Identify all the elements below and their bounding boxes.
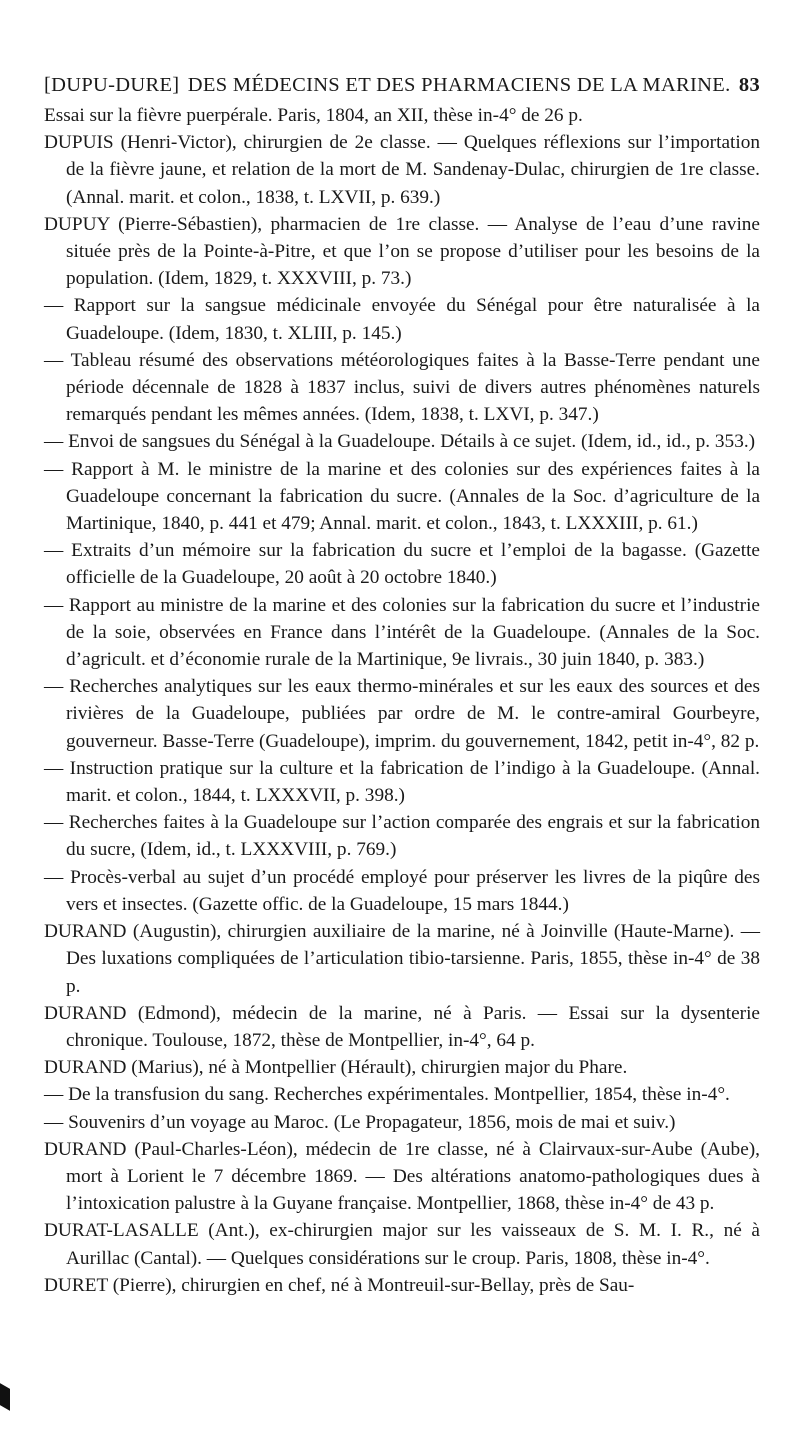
header-left: [DUPU-DURE]: [44, 74, 180, 96]
entry: — Souvenirs d’un voyage au Maroc. (Le Propagateur, 1856, mois de mai et suiv.): [44, 1111, 676, 1133]
entry: — Rapport au ministre de la marine et des colonies sur la fabrication du sucre et l’industrie de la soie, observées en France dans l’intérêt de la Guadeloupe. (Annales de la Soc. d’agricult. et d’économie rurale de la Martinique, 9e livrais., 30 juin 1840, p. 383.): [44, 594, 760, 671]
entry: DURET (Pierre), chirurgien en chef, né à Montreuil-sur-Bellay, près de Sau-: [44, 1274, 635, 1296]
entry: — Instruction pratique sur la culture et la fabrication de l’indigo à la Guadeloupe. (Annal. marit. et colon., 1844, t. LXXXVII, p. 398.): [44, 757, 760, 807]
running-header: [44, 72, 760, 98]
entry: DURAND (Paul-Charles-Léon), médecin de 1re classe, né à Clairvaux-sur-Aube (Aube), mort à Lorient le 7 décembre 1869. — Des altérations anatomo-pathologiques dues à l’intoxication palustre à la Guyane française. Montpellier, 1868, thèse in-4° de 43 p.: [44, 1138, 760, 1215]
entry: DURAND (Edmond), médecin de la marine, né à Paris. — Essai sur la dysenterie chronique. Toulouse, 1872, thèse de Montpellier, in-4°, 64 p.: [44, 1002, 760, 1051]
entry: — Rapport sur la sangsue médicinale envoyée du Sénégal pour être naturalisée à la Guadeloupe. (Idem, 1830, t. XLIII, p. 145.): [44, 295, 760, 344]
scan-edge-mark: [0, 1383, 10, 1411]
entry: — Tableau résumé des observations météorologiques faites à la Basse-Terre pendant une période décennale de 1828 à 1837 inclus, suivi de divers autres phénomènes naturels remarqués pendant les mêmes années. (Idem, 1838, t. LXVI, p. 347.): [44, 349, 760, 426]
entry: — Procès-verbal au sujet d’un procédé employé pour préserver les livres de la piqûre des vers et insectes. (Gazette offic. de la Guadeloupe, 15 mars 1844.): [44, 866, 760, 915]
entry: DUPUIS (Henri-Victor), chirurgien de 2e classe. — Quelques réflexions sur l’importation de la fièvre jaune, et relation de la mort de M. Sandenay-Dulac, chirurgien de 1re classe. (Annal. marit. et colon., 1838, t. LXVII, p. 639.): [44, 132, 760, 208]
entry: — Recherches analytiques sur les eaux thermo-minérales et sur les eaux des sources et des rivières de la Guadeloupe, publiées par ordre de M. le contre-amiral Gourbeyre, gouverneur. Basse-Terre (Guadeloupe), imprim. du gouvernement, 1842, petit in-4°, 82 p.: [44, 676, 760, 752]
entry: DUPUY (Pierre-Sébastien), pharmacien de 1re classe. — Analyse de l’eau d’une ravine située près de la Pointe-à-Pitre, et que l’on se propose d’utiliser pour les besoins de la population. (Idem, 1829, t. XXXVIII, p. 73.): [44, 213, 760, 290]
entry: — Recherches faites à la Guadeloupe sur l’action comparée des engrais et sur la fabrication du sucre, (Idem, id., t. LXXXVIII, p. 769.): [44, 812, 760, 861]
entry: — Extraits d’un mémoire sur la fabrication du sucre et l’emploi de la bagasse. (Gazette officielle de la Guadeloupe, 20 août à 20 octobre 1840.): [44, 540, 760, 589]
entry: DURAT-LASALLE (Ant.), ex-chirurgien major sur les vaisseaux de S. M. I. R., né à Aurillac (Cantal). — Quelques considérations sur le croup. Paris, 1808, thèse in-4°.: [44, 1220, 760, 1269]
header-title: DES MÉDECINS ET DES PHARMACIENS DE LA MARINE.: [187, 74, 731, 96]
entry: — Envoi de sangsues du Sénégal à la Guadeloupe. Détails à ce sujet. (Idem, id., id., p. 353.): [44, 431, 756, 453]
entry: DURAND (Marius), né à Montpellier (Hérault), chirurgien major du Phare.: [44, 1057, 628, 1079]
entries-body: [44, 102, 760, 1299]
entry: — De la transfusion du sang. Recherches expérimentales. Montpellier, 1854, thèse in-4°.: [44, 1084, 730, 1106]
entry: DURAND (Augustin), chirurgien auxiliaire de la marine, né à Joinville (Haute-Marne). — Des luxations compliquées de l’articulation tibio-tarsienne. Paris, 1855, thèse in-4° de 38 p.: [44, 921, 760, 997]
page-number: 83: [738, 74, 760, 96]
entry: Essai sur la fièvre puerpérale. Paris, 1804, an XII, thèse in-4° de 26 p.: [44, 105, 583, 126]
entry: — Rapport à M. le ministre de la marine et des colonies sur des expériences faites à la Guadeloupe concernant la fabrication du sucre. (Annales de la Soc. d’agriculture de la Martinique, 1840, p. 441 et 479; Annal. marit. et colon., 1843, t. LXXXIII, p. 61.): [44, 458, 760, 535]
